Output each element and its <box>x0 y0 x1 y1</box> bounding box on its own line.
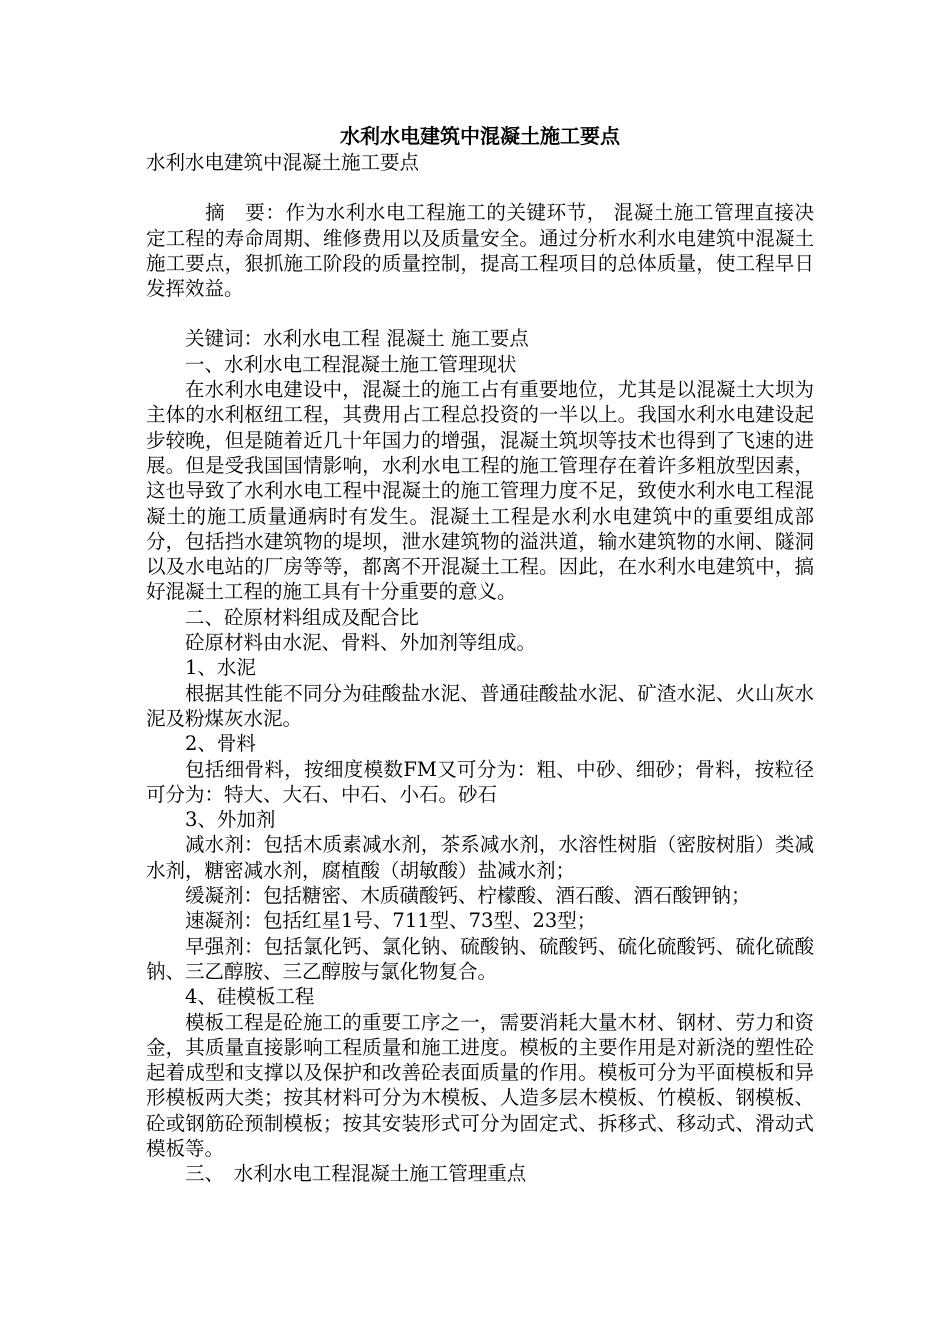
aggregate-heading: 2、骨料 <box>185 732 256 756</box>
cement-paragraph: 根据其性能不同分为硅酸盐水泥、普通硅酸盐水泥、矿渣水泥、火山灰水泥及粉煤灰水泥。 <box>146 681 814 730</box>
admixture-retarder: 缓凝剂：包括糖密、木质磺酸钙、柠檬酸、酒石酸、酒石酸钾钠； <box>185 884 751 908</box>
section-2-intro: 砼原材料由水泥、骨料、外加剂等组成。 <box>185 631 537 655</box>
formwork-heading: 4、硅模板工程 <box>185 985 315 1009</box>
document-title: 水利水电建筑中混凝土施工要点 <box>340 124 620 148</box>
document-page <box>146 122 814 1187</box>
document-subtitle: 水利水电建筑中混凝土施工要点 <box>146 151 420 174</box>
section-1-paragraph: 在水利水电建设中，混凝土的施工占有重要地位，尤其是以混凝土大坝为主体的水利枢纽工程，其费用占工程总投资的一半以上。我国水利水电建设起步较晚，但是随着近几十年国力的增强，混凝土筑坝等技术也得到了飞速的进展。但是受我国国情影响，水利水电工程的施工管理存在着许多粗放型因素，这也导致了水利水电工程中混凝土的施工管理力度不足，致使水利水电工程混凝土的施工质量通病时有发生。混凝土工程是水利水电建筑中的重要组成部分，包括挡水建筑物的堤坝，泄水建筑物的溢洪道，输水建筑物的水闸、隧洞以及水电站的厂房等等，都离不开混凝土工程。因此，在水利水电建筑中，搞好混凝土工程的施工具有十分重要的意义。 <box>146 378 814 604</box>
formwork-paragraph: 模板工程是砼施工的重要工序之一，需要消耗大量木材、钢材、劳力和资金，其质量直接影响工程质量和施工进度。模板的主要作用是对新浇的塑性砼起着成型和支撑以及保护和改善砼表面质量的作用。模板可分为平面模板和异形模板两大类；按其材料可分为木模板、人造多层木模板、竹模板、钢模板、砼或钢筋砼预制模板；按其安装形式可分为固定式、拆移式、移动式、滑动式模板等。 <box>146 1010 814 1160</box>
section-2-heading: 二、砼原材料组成及配合比 <box>185 605 420 629</box>
cement-heading: 1、水泥 <box>185 656 256 680</box>
admixture-early-strength: 早强剂：包括氯化钙、氯化钠、硫酸钠、硫酸钙、硫化硫酸钙、硫化硫酸钠、三乙醇胺、三乙醇胺与氯化物复合。 <box>146 934 814 983</box>
admixture-accelerator: 速凝剂：包括红星1号、711型、73型、23型； <box>185 909 597 933</box>
section-1-heading: 一、水利水电工程混凝土施工管理现状 <box>185 352 517 376</box>
keywords-line: 关键词：水利水电工程 混凝土 施工要点 <box>185 327 529 351</box>
aggregate-paragraph: 包括细骨料，按细度模数FM又可分为：粗、中砂、细砂；骨料，按粒径可分为：特大、大石、中石、小石。砂石 <box>146 757 814 806</box>
admixture-heading: 3、外加剂 <box>185 808 276 832</box>
abstract-paragraph: 摘 要：作为水利水电工程施工的关键环节， 混凝土施工管理直接决定工程的寿命周期、维修费用以及质量安全。通过分析水利水电建筑中混凝土施工要点，狠抓施工阶段的质量控制，提高工程项目的总体质量，使工程早日发挥效益。 <box>146 201 814 301</box>
admixture-water-reducer: 减水剂：包括木质素减水剂，茶系减水剂，水溶性树脂（密胺树脂）类减水剂，糖密减水剂，腐植酸（胡敏酸）盐减水剂； <box>146 833 814 882</box>
section-3-heading: 三、 水利水电工程混凝土施工管理重点 <box>185 1162 527 1186</box>
